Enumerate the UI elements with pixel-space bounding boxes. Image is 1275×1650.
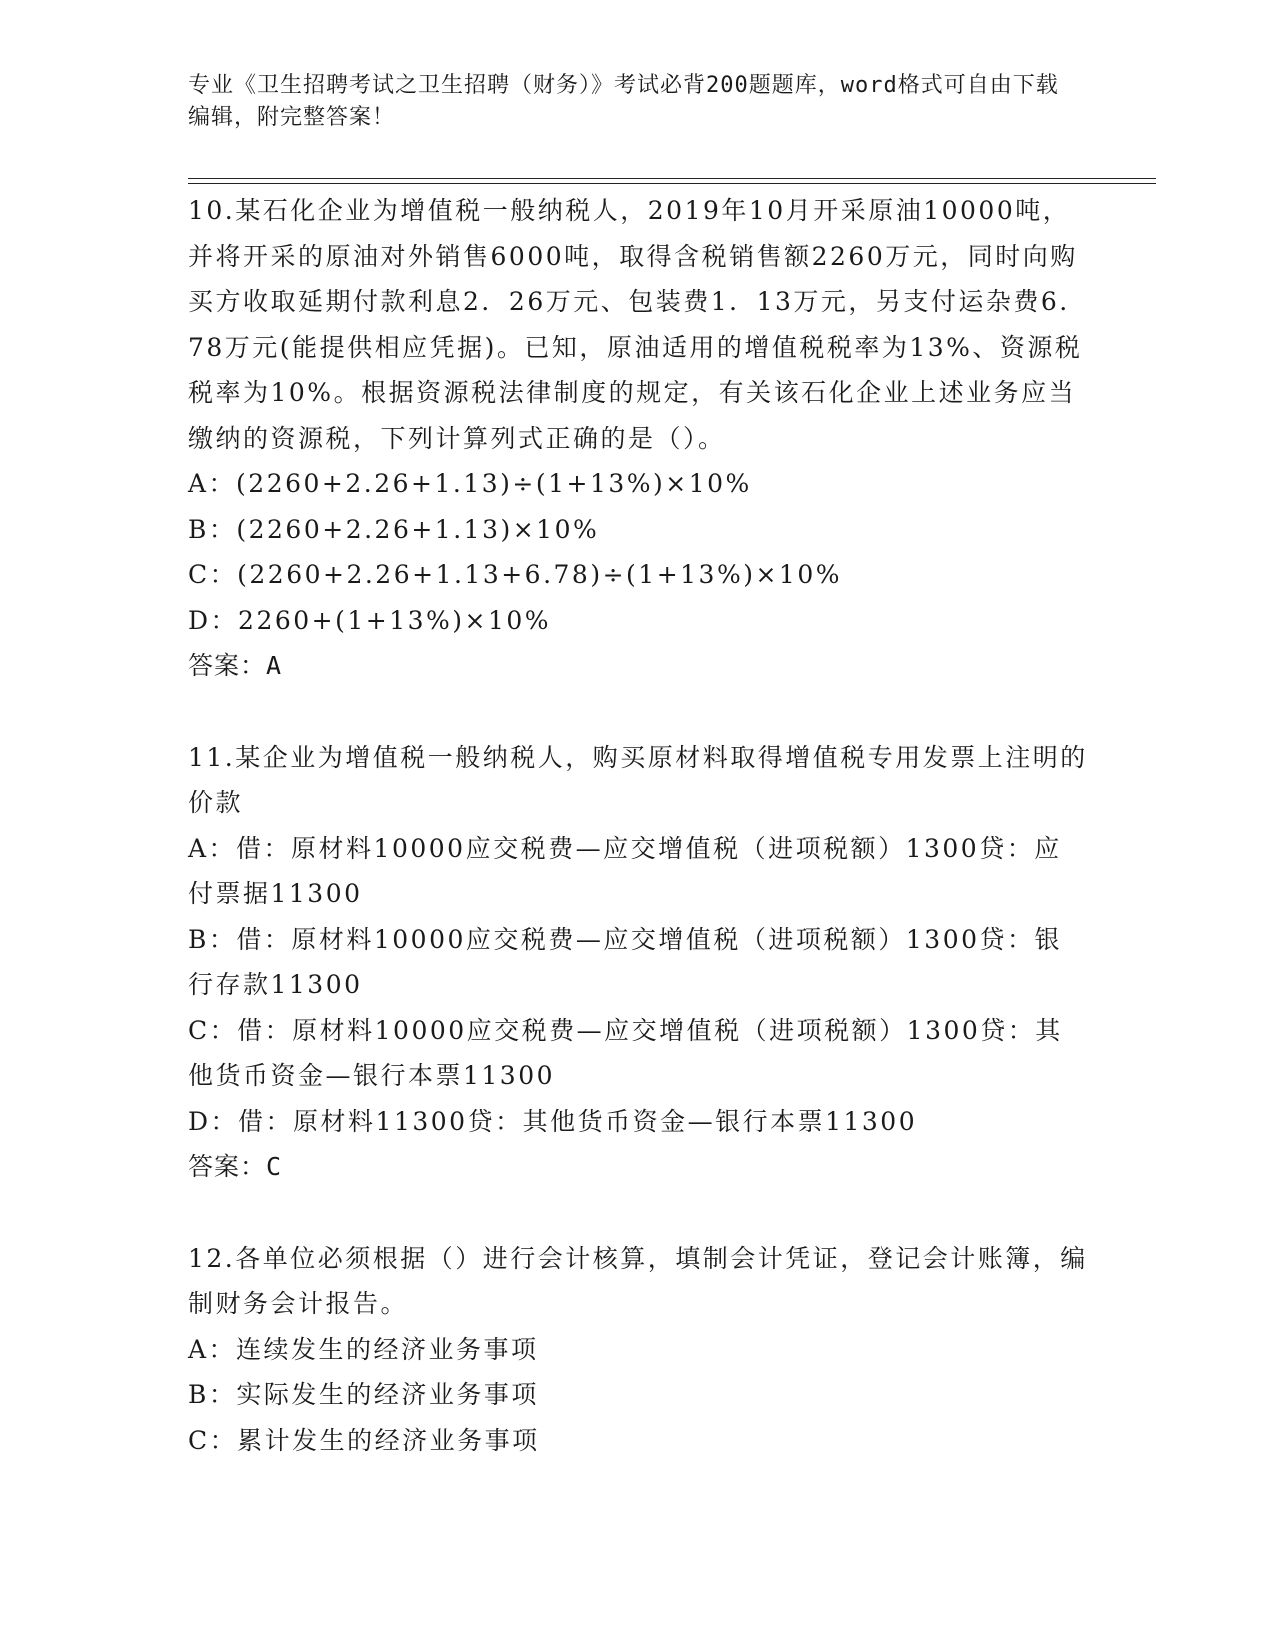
option-c: C：(2260+2.26+1.13+6.78)÷(1+13%)×10% [188,560,842,589]
document-title: 专业《卫生招聘考试之卫生招聘（财务）》考试必背200题题库，word格式可自由下载编辑，附完整答案！ [188,73,1059,130]
answer-line: 答案：A [188,651,283,680]
question-stem: 12.各单位必须根据（）进行会计核算，填制会计凭证，登记会计账簿，编制财务会计报告。 [188,1243,1088,1318]
option-a: A：连续发生的经济业务事项 [188,1334,539,1364]
question-stem: 11.某企业为增值税一般纳税人，购买原材料取得增值税专用发票上注明的价款 [188,742,1088,817]
header-divider-second [188,183,1156,184]
option-b: B：(2260+2.26+1.13)×10% [188,514,600,544]
answer-line: 答案：C [188,1152,283,1181]
option-b: B：借：原材料10000应交税费—应交增值税（进项税额）1300贷：银行存款11300 [188,924,1063,999]
option-c: C：累计发生的经济业务事项 [188,1425,540,1455]
question-12 [188,1236,1088,1464]
option-d: D：2260+(1+13%)×10% [188,605,552,635]
option-a: A：借：原材料10000应交税费—应交增值税（进项税额）1300贷：应付票据11300 [188,833,1062,908]
question-stem: 10.某石化企业为增值税一般纳税人，2019年10月开采原油10000吨，并将开采的原油对外销售6000吨，取得含税销售额2260万元，同时向购买方收取延期付款利息2．26万元、包装费1．13万元，另支付运杂费6．78万元(能提供相应凭据)。已知，原油适用的增值税税率为13%、资源税税率为10%。根据资源税法律制度的规定，有关该石化企业上述业务应当缴纳的资源税，下列计算列式正确的是（）。 [188,196,1087,453]
option-c: C：借：原材料10000应交税费—应交增值税（进项税额）1300贷：其他货币资金—银行本票11300 [188,1015,1063,1090]
question-list [188,188,1088,1509]
question-10 [188,188,1088,689]
document-header [188,70,1188,134]
option-a: A：(2260+2.26+1.13)÷(1+13%)×10% [188,469,752,498]
header-divider [188,178,1156,179]
option-b: B：实际发生的经济业务事项 [188,1380,539,1409]
option-d: D：借：原材料11300贷：其他货币资金—银行本票11300 [188,1106,918,1136]
question-11 [188,735,1088,1190]
